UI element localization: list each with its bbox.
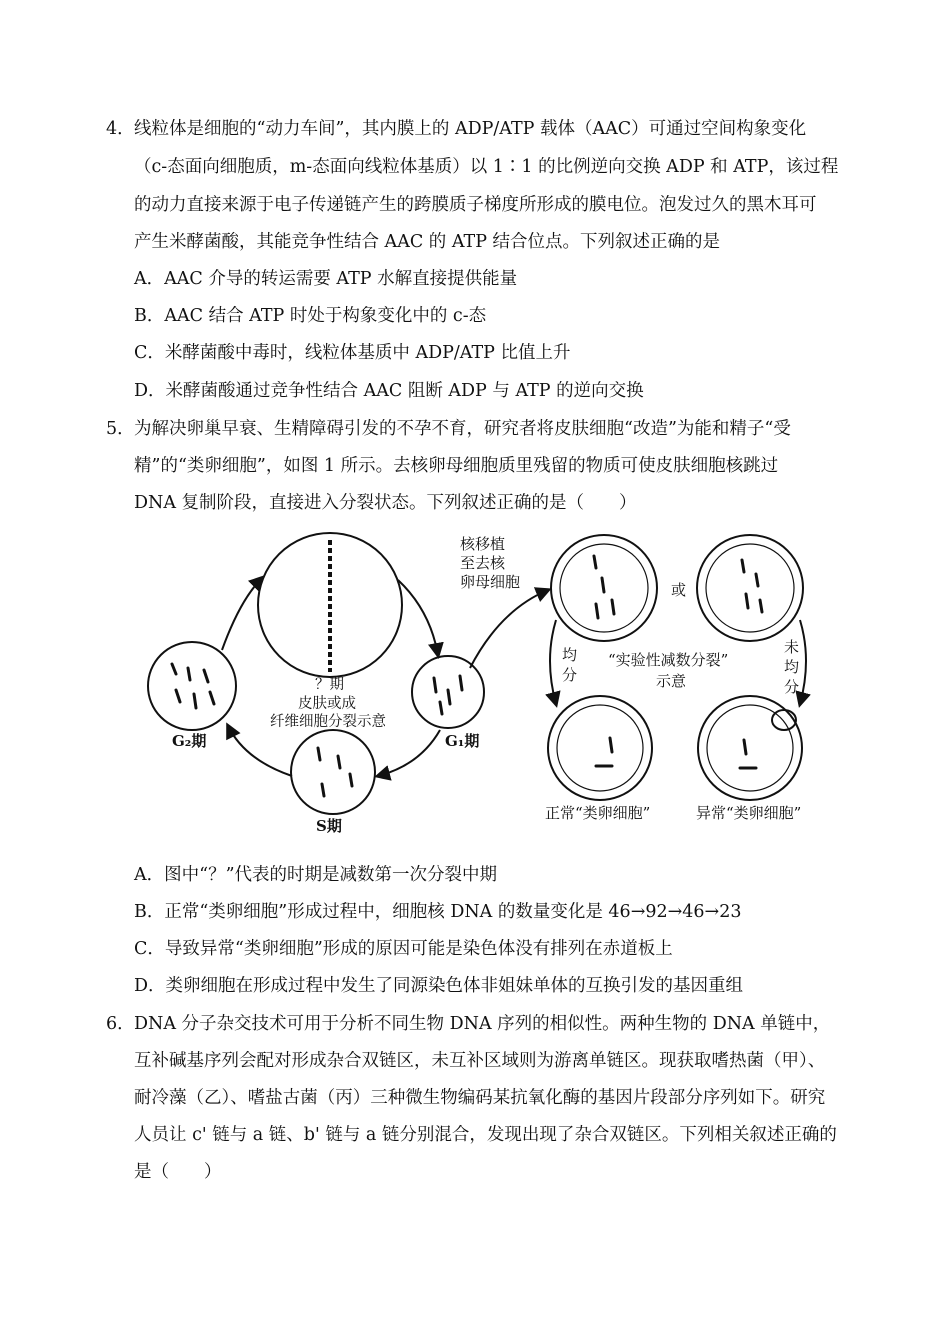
q4-stem-line-4: 产生米酵菌酸，其能竞争性结合 AAC 的 ATP 结合位点。下列叙述正确的是 [134, 232, 721, 252]
q5-stem-line-1: 为解决卵巢早衰、生精障碍引发的不孕不育，研究者将皮肤细胞“改造”为能和精子“受 [134, 419, 791, 439]
fig-equal-line-1: 均 [562, 646, 578, 664]
fig-center-line-2: 皮肤或成 [298, 696, 356, 712]
fig-meiosis-line-2: 示意 [656, 672, 687, 690]
s-cell [291, 730, 375, 814]
normal-egg-like-cell [548, 696, 652, 800]
q6-stem-line-1: DNA 分子杂交技术可用于分析不同生物 DNA 序列的相似性。两种生物的 DNA 单链中， [134, 1014, 831, 1034]
g2-cell [148, 642, 236, 730]
q5-option-c: C．导致异常“类卵细胞”形成的原因可能是染色体没有排列在赤道板上 [134, 939, 673, 959]
fig-s-label: S期 [316, 817, 342, 835]
fig-g1-label: G₁期 [445, 732, 480, 750]
q4-option-c: C．米酵菌酸中毒时，线粒体基质中 ADP/ATP 比值上升 [134, 343, 571, 363]
cell-division-figure [140, 528, 855, 840]
fig-transplant-line-2: 至去核 [460, 554, 506, 572]
fig-unequal-line-1: 未 [784, 638, 800, 656]
q6-stem-line-5: 是（ ） [134, 1162, 222, 1182]
q5-number: 5． [106, 419, 135, 439]
q4-option-d: D．米酵菌酸通过竞争性结合 AAC 阻断 ADP 与 ATP 的逆向交换 [134, 381, 644, 401]
q5-stem-line-3: DNA 复制阶段，直接进入分裂状态。下列叙述正确的是（ ） [134, 493, 637, 513]
fig-unequal-line-2: 均 [784, 658, 800, 676]
q4-number: 4． [106, 119, 135, 139]
fig-center-line-1: ？期 [315, 677, 344, 693]
fig-equal-line-2: 分 [562, 666, 578, 684]
fig-g2-label: G₂期 [172, 732, 207, 750]
q5-option-b: B．正常“类卵细胞”形成过程中，细胞核 DNA 的数量变化是 46→92→46→23 [134, 902, 742, 922]
fig-abnormal-label: 异常“类卵细胞” [696, 804, 802, 822]
q4-stem-line-1: 线粒体是细胞的“动力车间”，其内膜上的 ADP/ATP 载体（AAC）可通过空间构象变化 [134, 119, 807, 139]
polar-body [772, 710, 796, 730]
fig-meiosis-line-1: “实验性减数分裂” [608, 651, 729, 669]
oocyte-cell-2 [697, 535, 803, 641]
q4-stem-line-3: 的动力直接来源于电子传递链产生的跨膜质子梯度所形成的膜电位。泡发过久的黑木耳可 [134, 195, 817, 215]
fig-unequal-line-3: 分 [784, 678, 800, 696]
q6-number: 6． [106, 1014, 135, 1034]
abnormal-egg-like-cell [698, 696, 802, 800]
q4-stem-line-2: （c-态面向细胞质，m-态面向线粒体基质）以 1∶1 的比例逆向交换 ADP 和 ATP，该过程 [134, 157, 839, 177]
q4-option-a: A．AAC 介导的转运需要 ATP 水解直接提供能量 [134, 269, 518, 289]
fig-center-line-3: 纤维细胞分裂示意 [270, 714, 386, 730]
q6-stem-line-2: 互补碱基序列会配对形成杂合双链区，未互补区域则为游离单链区。现获取嗜热菌（甲）、 [134, 1051, 826, 1071]
fig-transplant-line-1: 核移植 [460, 535, 506, 553]
fig-transplant-line-3: 卵母细胞 [460, 573, 521, 591]
q4-option-b: B．AAC 结合 ATP 时处于构象变化中的 c-态 [134, 306, 487, 326]
q5-option-a: A．图中“？”代表的时期是减数第一次分裂中期 [134, 865, 498, 885]
fig-or-label: 或 [671, 581, 687, 599]
q6-stem-line-3: 耐冷藻（乙）、嗜盐古菌（丙）三种微生物编码某抗氧化酶的基因片段部分序列如下。研究 [134, 1088, 826, 1108]
fig-normal-label: 正常“类卵细胞” [545, 804, 651, 822]
q5-option-d: D．类卵细胞在形成过程中发生了同源染色体非姐妹单体的互换引发的基因重组 [134, 976, 744, 996]
q5-stem-line-2: 精”的“类卵细胞”，如图 1 所示。去核卵母细胞质里残留的物质可使皮肤细胞核跳过 [134, 456, 779, 476]
q6-stem-line-4: 人员让 c' 链与 a 链、b' 链与 a 链分别混合，发现出现了杂合双链区。下列相关叙述正确的 [134, 1125, 837, 1145]
